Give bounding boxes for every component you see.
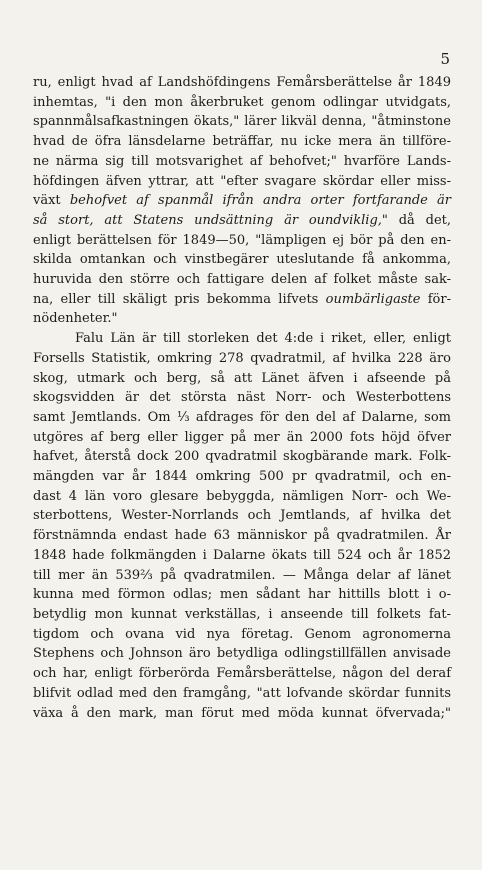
text-line: blifvit odlad med den framgång, "att lofvande skördar funnits bbox=[33, 685, 451, 701]
text-line: enligt berättelsen för 1849—50, "lämpligen ej bör på den en- bbox=[33, 232, 451, 248]
text-line: mängden var år 1844 omkring 500 pr qvadratmil, och en- bbox=[33, 469, 451, 485]
text-line: hafvet, återstå dock 200 qvadratmil skogbärande mark. Folk- bbox=[33, 449, 451, 465]
italic-segment: så stort, att Statens undsättning är oundviklig, bbox=[33, 212, 382, 228]
text-line: växa å den mark, man förut med möda kunnat öfvervada;" bbox=[33, 705, 451, 721]
text-line: kunna med förmon odlas; men sådant har hittills blott i o- bbox=[33, 587, 451, 603]
body-text bbox=[33, 73, 451, 723]
text-line: höfdingen äfven yttrar, att "efter svagare skördar eller miss- bbox=[33, 173, 451, 189]
text-line: skogsvidden är det största näst Norr- och Westerbottens bbox=[33, 390, 451, 406]
text-line: sterbottens, Wester-Norrlands och Jemtlands, af hvilka det bbox=[33, 508, 451, 524]
text-line: skog, utmark och berg, så att Länet äfven i afseende på bbox=[33, 370, 451, 386]
paragraph-start-line: Falu Län är till storleken det 4:de i riket, eller, enligt bbox=[75, 331, 451, 347]
text-line: förstnämnda endast hade 63 människor på qvadratmilen. År bbox=[33, 528, 451, 544]
text-line: 1848 hade folkmängden i Dalarne ökats till 524 och år 1852 bbox=[33, 547, 451, 563]
plain-segment: na, eller till skäligt pris bekomma lifvets bbox=[33, 291, 326, 307]
text-line: inhemtas, "i den mon åkerbruket genom odlingar utvidgats, bbox=[33, 94, 451, 110]
italic-segment: oumbärligaste bbox=[325, 291, 421, 307]
text-line: ne närma sig till motsvarighet af behofvet;" hvarföre Lands- bbox=[33, 153, 451, 169]
text-line: dast 4 län voro glesare bebyggda, nämligen Norr- och We- bbox=[33, 488, 451, 504]
text-line-mixed bbox=[33, 191, 451, 211]
text-line: Stephens och Johnson äro betydliga odlingstillfällen anvisade bbox=[33, 646, 451, 662]
text-line: utgöres af berg eller ligger på mer än 2000 fots höjd öfver bbox=[33, 429, 451, 445]
plain-segment: för- bbox=[420, 291, 451, 307]
text-line: samt Jemtlands. Om ⅓ afdrages för den del af Dalarne, som bbox=[33, 409, 451, 425]
text-line: tigdom och ovana vid nya företag. Genom agronomerna bbox=[33, 626, 451, 642]
text-line: och har, enligt förberörda Femårsberättelse, någon del deraf bbox=[33, 666, 451, 682]
text-line: skilda omtankan och vinstbegärer uteslutande få ankomma, bbox=[33, 252, 451, 268]
text-line: nödenheter." bbox=[33, 311, 118, 327]
text-line: betydlig mon kunnat verkställas, i anseende till folkets fat- bbox=[33, 606, 451, 622]
plain-segment: växt bbox=[33, 193, 70, 209]
text-line: hvad de öfra länsdelarne beträffar, nu icke mera än tillföre- bbox=[33, 134, 451, 150]
text-line: spannmålsafkastningen ökats," lärer likväl denna, "åtminstone bbox=[33, 114, 451, 130]
text-line: huruvida den större och fattigare delen af folket måste sak- bbox=[33, 272, 451, 288]
page-number: 5 bbox=[440, 50, 450, 68]
plain-segment: " då det, bbox=[381, 212, 451, 228]
text-line: Forsells Statistik, omkring 278 qvadratmil, af hvilka 228 äro bbox=[33, 350, 451, 366]
text-line: ru, enligt hvad af Landshöfdingens Femårsberättelse år 1849 bbox=[33, 75, 451, 90]
italic-segment: behofvet af spanmål ifrån andra orter fortfarande är bbox=[69, 193, 451, 209]
text-line-mixed bbox=[33, 290, 451, 310]
text-line-mixed bbox=[33, 211, 451, 231]
text-line: till mer än 539⅔ på qvadratmilen. — Många delar af länet bbox=[33, 567, 451, 583]
